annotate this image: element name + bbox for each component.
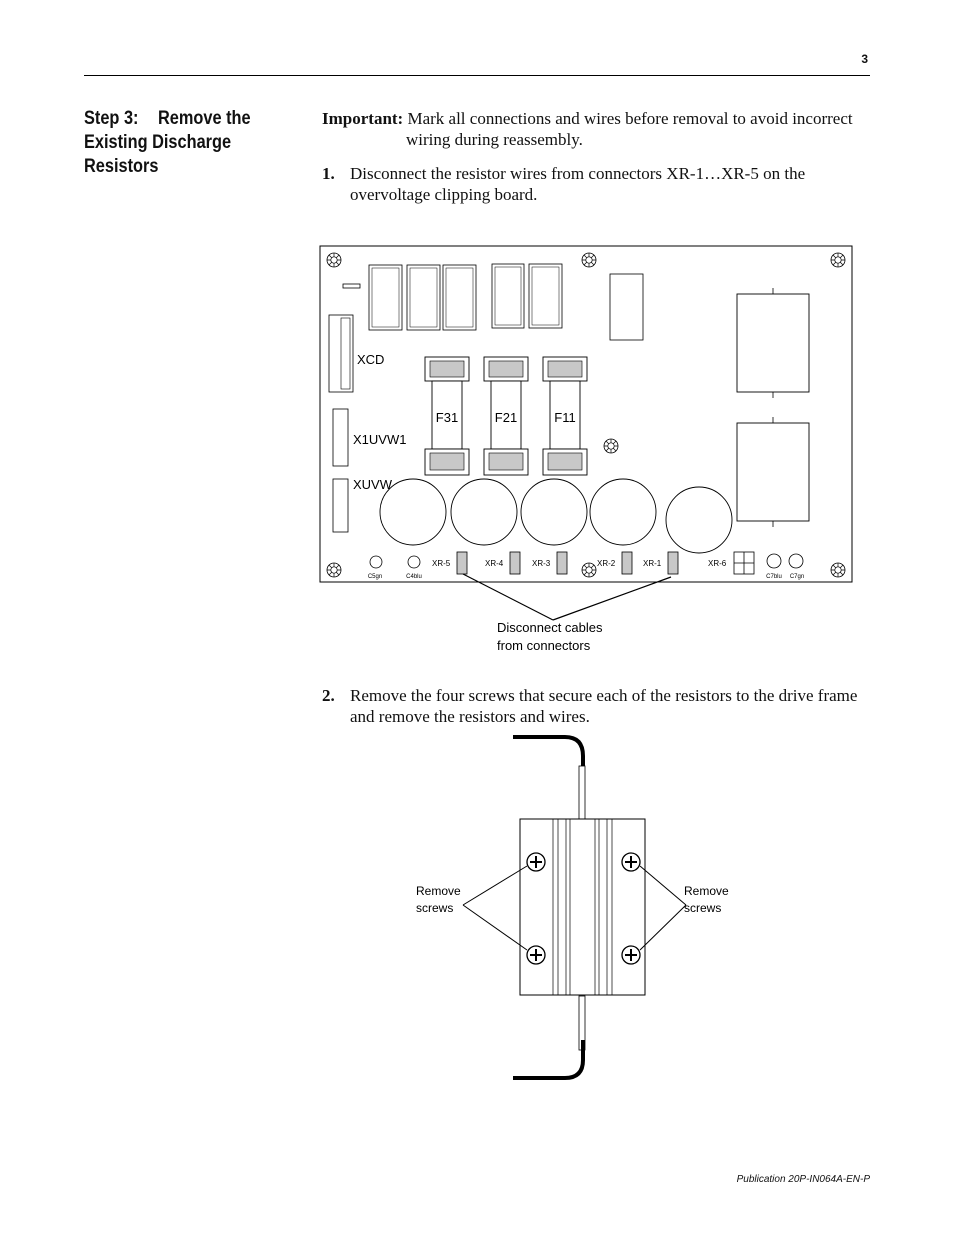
page-number: 3 bbox=[861, 52, 868, 66]
fuse-label: F21 bbox=[494, 410, 518, 425]
step-text: Remove the four screws that secure each of the resistors to the drive frame and remove the resistors and wires. bbox=[350, 686, 858, 726]
xr-label: XR-3 bbox=[532, 559, 551, 568]
step-text: Disconnect the resistor wires from connectors XR-1…XR-5 on the overvoltage clipping board. bbox=[350, 164, 806, 204]
important-lead: Important: bbox=[322, 109, 404, 128]
step-label: Step 3: bbox=[84, 108, 139, 129]
left-label-line2: screws bbox=[416, 901, 454, 915]
xr-label: XR-4 bbox=[485, 559, 504, 568]
label-xcd: XCD bbox=[357, 352, 385, 367]
screw-icon bbox=[527, 853, 545, 871]
publication-footer: Publication 20P-IN064A-EN-P bbox=[736, 1174, 870, 1185]
xr-label: XR-6 bbox=[708, 559, 727, 568]
heading-title-rest: Existing Discharge Resistors bbox=[84, 132, 232, 177]
screw-icon bbox=[527, 946, 545, 964]
right-label-line2: screws bbox=[684, 901, 722, 915]
callout-line2: from connectors bbox=[497, 638, 591, 653]
label-x1uvw1: X1UVW1 bbox=[353, 432, 407, 447]
cap-label: C7blu bbox=[766, 574, 782, 580]
label-xuvw: XUVW bbox=[353, 477, 392, 492]
heading-title-first: Remove the bbox=[157, 108, 251, 129]
step-number: 2. bbox=[322, 686, 335, 705]
xr-label: XR-1 bbox=[643, 559, 662, 568]
fuse-label: F11 bbox=[554, 410, 576, 425]
right-label-line1: Remove bbox=[684, 884, 729, 898]
fuse-label: F31 bbox=[435, 410, 459, 425]
xr-label: XR-2 bbox=[597, 559, 616, 568]
xr-label: XR-5 bbox=[432, 559, 451, 568]
callout-line1: Disconnect cables bbox=[497, 620, 603, 635]
cap-label: C7gn bbox=[789, 574, 805, 580]
important-text-second: wiring during reassembly. bbox=[406, 130, 583, 149]
cap-label: C4blu bbox=[406, 574, 422, 580]
cap-label: C5gn bbox=[367, 574, 383, 580]
screw-icon bbox=[622, 853, 640, 871]
screw-icon bbox=[622, 946, 640, 964]
left-label-line1: Remove bbox=[416, 884, 461, 898]
important-text-first: Mark all connections and wires before removal to avoid incorrect bbox=[407, 109, 853, 128]
step-number: 1. bbox=[322, 164, 335, 183]
